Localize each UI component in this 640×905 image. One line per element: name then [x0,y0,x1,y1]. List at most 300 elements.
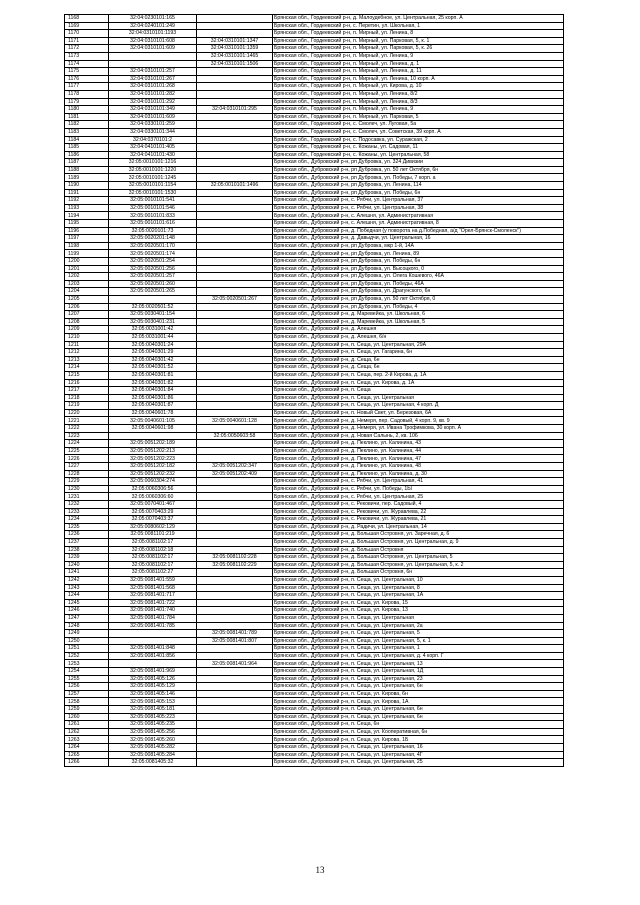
old-cadastral-number-cell [197,576,273,584]
address-cell: Брянская обл., Гордеевский р-н, п. Мирный, ул. Парковая, 5, к. 1 [273,37,564,45]
cadastral-number-cell: 32:05:0081405:32 [109,759,197,767]
table-row [65,417,564,425]
table-row [65,121,564,129]
address-cell: Брянская обл., Дубровский р-н, п. Сеща, ул. Центральная, 29А [273,341,564,349]
table-row [65,554,564,562]
address-cell: Брянская обл., Дубровский р-н, рп Дубровка, ул. 50 лет Октября, 0 [273,295,564,303]
row-number-cell: 1213 [65,356,109,364]
table-row [65,341,564,349]
row-number-cell: 1239 [65,554,109,562]
cadastral-number-cell: 32:05:0081401:785 [109,622,197,630]
cadastral-number-cell: 32:05:0070403:29 [109,508,197,516]
old-cadastral-number-cell [197,538,273,546]
address-cell: Брянская обл., Дубровский р-н, п. Сеща, ул. Центральная, 6н [273,683,564,691]
old-cadastral-number-cell [197,706,273,714]
old-cadastral-number-cell [197,728,273,736]
cadastral-number-cell: 32:05:0030401:154 [109,311,197,319]
old-cadastral-number-cell: 32:05:0051202:409 [197,470,273,478]
cadastral-number-cell: 32:05:0081401:969 [109,668,197,676]
old-cadastral-number-cell: 32:04:0310101:1347 [197,37,273,45]
cadastral-number-cell: 32:05:0010101:1530 [109,189,197,197]
row-number-cell: 1168 [65,15,109,23]
old-cadastral-number-cell [197,15,273,23]
old-cadastral-number-cell [197,622,273,630]
old-cadastral-number-cell [197,683,273,691]
row-number-cell: 1224 [65,440,109,448]
address-cell: Брянская обл., Гордеевский р-н, п. Мирный, ул. Ленина, д. 1 [273,60,564,68]
address-cell: Брянская обл., Дубровский р-н, с. Рябчи, ул. Победы, 1Ы [273,485,564,493]
row-number-cell: 1173 [65,52,109,60]
table-row [65,204,564,212]
row-number-cell: 1185 [65,144,109,152]
address-cell: Брянская обл., Дубровский р-н, п. Сеща, ул. Центральная, 6н [273,706,564,714]
old-cadastral-number-cell [197,220,273,228]
table-row [65,174,564,182]
old-cadastral-number-cell [197,235,273,243]
address-cell: Брянская обл., Дубровский р-н, п. Сеща, ул. Центральная, 10 [273,576,564,584]
address-cell: Брянская обл., Дубровский р-н, п. Сеща, ул. Центральная, 1Д [273,668,564,676]
table-row [65,379,564,387]
cadastral-number-cell [109,295,197,303]
table-row [65,30,564,38]
old-cadastral-number-cell [197,379,273,387]
row-number-cell: 1172 [65,45,109,53]
row-number-cell: 1228 [65,470,109,478]
cadastral-number-cell: 32:05:0010101:541 [109,197,197,205]
row-number-cell: 1218 [65,394,109,402]
address-cell: Брянская обл., Дубровский р-н, д. Пеклино, ул. Калинина, д. 30 [273,470,564,478]
cadastral-number-cell: 32:05:0020501:52 [109,303,197,311]
table-row [65,706,564,714]
table-row [65,106,564,114]
row-number-cell: 1198 [65,242,109,250]
address-cell: Брянская обл., Дубровский р-н, п. Сеща, ул. Центральная, 1А [273,592,564,600]
row-number-cell: 1206 [65,303,109,311]
address-cell: Брянская обл., Дубровский р-н, д. Пеклино, ул. Калинина, 44 [273,447,564,455]
old-cadastral-number-cell [197,197,273,205]
old-cadastral-number-cell [197,258,273,266]
cadastral-number-cell: 32:04:0240101:249 [109,22,197,30]
address-cell: Брянская обл., Дубровский р-н, п. Сеща, ул. Кирова, 6н [273,690,564,698]
row-number-cell: 1253 [65,660,109,668]
cadastral-number-cell: 32:05:0040301:87 [109,402,197,410]
old-cadastral-number-cell [197,364,273,372]
table-row [65,652,564,660]
address-cell: Брянская обл., Дубровский р-н, п. Сеща, ул. Кирова, 15 [273,599,564,607]
cadastral-number-cell [109,637,197,645]
row-number-cell: 1247 [65,614,109,622]
old-cadastral-number-cell [197,90,273,98]
table-row [65,728,564,736]
table-row [65,242,564,250]
table-row [65,607,564,615]
address-cell: Брянская обл., Дубровский р-н, п. Сеща, ул. Центральная, 4 корп. Д [273,402,564,410]
row-number-cell: 1225 [65,447,109,455]
table-row [65,318,564,326]
cadastral-number-cell: 32:05:0081401:568 [109,584,197,592]
address-cell: Брянская обл., Гордеевский р-н, с. Смолеч, ул. Советская, 39 корп. А [273,128,564,136]
cadastral-number-cell: 32:04:0310101:349 [109,106,197,114]
old-cadastral-number-cell [197,478,273,486]
row-number-cell: 1266 [65,759,109,767]
address-cell: Брянская обл., Дубровский р-н, п. Сеща, ул. Центральная, 4Г [273,751,564,759]
table-row [65,311,564,319]
old-cadastral-number-cell [197,645,273,653]
table-row [65,220,564,228]
address-cell: Брянская обл., Дубровский р-н, п. Сеща, пер. 2-й Кирова, д. 1А [273,371,564,379]
old-cadastral-number-cell [197,402,273,410]
cadastral-number-cell: 32:05:0020501:256 [109,265,197,273]
address-cell: Брянская обл., Гордеевский р-н, п. Мирный, ул. Ленина, 8 [273,30,564,38]
table-row [65,516,564,524]
row-number-cell: 1195 [65,220,109,228]
cadastral-number-cell: 32:04:0310101:267 [109,75,197,83]
row-number-cell: 1236 [65,531,109,539]
table-row [65,698,564,706]
row-number-cell: 1258 [65,698,109,706]
old-cadastral-number-cell [197,128,273,136]
row-number-cell: 1234 [65,516,109,524]
row-number-cell: 1232 [65,501,109,509]
row-number-cell: 1196 [65,227,109,235]
address-cell: Брянская обл., Дубровский р-н, д. Сеща, 6н [273,364,564,372]
row-number-cell: 1189 [65,174,109,182]
table-row [65,508,564,516]
table-row [65,614,564,622]
row-number-cell: 1174 [65,60,109,68]
old-cadastral-number-cell [197,508,273,516]
cadastral-number-cell: 32:05:0040301:86 [109,394,197,402]
address-cell: Брянская обл., Дубровский р-н, п. Сеща, ул. Центральная [273,614,564,622]
table-row [65,470,564,478]
row-number-cell: 1204 [65,288,109,296]
table-row [65,402,564,410]
table-row [65,432,564,440]
cadastral-number-cell: 32:05:0081102:17 [109,538,197,546]
page-number: 13 [315,865,325,875]
table-row [65,675,564,683]
old-cadastral-number-cell: 32:05:0020501:267 [197,295,273,303]
address-cell: Брянская обл., Дубровский р-н, рп Дубровка, ул. Драгунского, 6н [273,288,564,296]
old-cadastral-number-cell [197,485,273,493]
old-cadastral-number-cell [197,326,273,334]
old-cadastral-number-cell [197,303,273,311]
address-cell: Брянская обл., Дубровский р-н, рп Дубровка, ул. Олега Кошевого, 46А [273,273,564,281]
address-cell: Брянская обл., Дубровский р-н, п. Сеща, ул. Кирова, 1А [273,698,564,706]
row-number-cell: 1227 [65,463,109,471]
address-cell: Брянская обл., Гордеевский р-н, п. Мирный, ул. Ленина, 9 [273,52,564,60]
table-row [65,90,564,98]
table-row [65,60,564,68]
table-row [65,303,564,311]
old-cadastral-number-cell [197,652,273,660]
table-row [65,440,564,448]
row-number-cell: 1179 [65,98,109,106]
address-cell: Брянская обл., Дубровский р-н, рп Дубровка, ул. Ленина, 89 [273,250,564,258]
cadastral-number-cell: 32:05:0040301:81 [109,371,197,379]
row-number-cell: 1205 [65,295,109,303]
old-cadastral-number-cell [197,30,273,38]
table-row [65,288,564,296]
row-number-cell: 1184 [65,136,109,144]
table-row [65,455,564,463]
address-cell: Брянская обл., Дубровский р-н, д. Большая Островня, ул. Центральная, 5, к. 2 [273,561,564,569]
old-cadastral-number-cell [197,599,273,607]
table-row [65,197,564,205]
cadastral-number-cell: 32:05:0070403:37 [109,516,197,524]
cadastral-number-cell: 32:05:0081405:129 [109,683,197,691]
table-row [65,387,564,395]
table-row [65,68,564,76]
row-number-cell: 1250 [65,637,109,645]
row-number-cell: 1248 [65,622,109,630]
address-cell: Брянская обл., Дубровский р-н, д. Большая Островня, ул. Заречная, д. 6 [273,531,564,539]
row-number-cell: 1180 [65,106,109,114]
table-row [65,280,564,288]
row-number-cell: 1226 [65,455,109,463]
address-cell: Брянская обл., Гордеевский р-н, д. Малоудебное, ул. Центральная, 25 корп. А [273,15,564,23]
table-row [65,189,564,197]
cadastral-number-cell: 32:05:0031001:42 [109,326,197,334]
address-cell: Брянская обл., Дубровский р-н, п. Сеща, ул. Центральная, 2а [273,622,564,630]
address-cell: Брянская обл., Дубровский р-н, рп Дубровка, ул. Победы, 7 корп. а [273,174,564,182]
table-row [65,144,564,152]
old-cadastral-number-cell [197,75,273,83]
row-number-cell: 1200 [65,258,109,266]
address-cell: Брянская обл., Дубровский р-н, рп Дубровка, ул. Победы, 6н [273,189,564,197]
row-number-cell: 1211 [65,341,109,349]
cadastral-number-cell: 32:05:0081401:856 [109,652,197,660]
row-number-cell: 1238 [65,546,109,554]
row-number-cell: 1177 [65,83,109,91]
row-number-cell: 1188 [65,166,109,174]
cadastral-number-cell: 32:05:0081401:559 [109,576,197,584]
cadastral-number-cell: 32:05:0040601:105 [109,417,197,425]
old-cadastral-number-cell: 32:05:0010101:1496 [197,182,273,190]
address-cell: Брянская обл., Дубровский р-н, п. Сеща, ул. Кирова, 13 [273,607,564,615]
cadastral-number-cell: 32:05:0051202:232 [109,470,197,478]
table-row [65,478,564,486]
cadastral-number-cell: 32:04:0410101:430 [109,151,197,159]
cadastral-number-cell: 32:05:0020501:257 [109,273,197,281]
old-cadastral-number-cell [197,501,273,509]
cadastral-number-cell [109,630,197,638]
table-row [65,501,564,509]
row-number-cell: 1201 [65,265,109,273]
address-cell: Брянская обл., Дубровский р-н, п. Сеща, ул. Центральная, 6н [273,713,564,721]
row-number-cell: 1193 [65,204,109,212]
table-row [65,235,564,243]
table-row [65,569,564,577]
table-row [65,576,564,584]
row-number-cell: 1233 [65,508,109,516]
old-cadastral-number-cell [197,166,273,174]
cadastral-number-cell: 32:04:0310101:609 [109,113,197,121]
old-cadastral-number-cell [197,204,273,212]
old-cadastral-number-cell [197,584,273,592]
cadastral-number-cell: 32:05:0081405:235 [109,721,197,729]
row-number-cell: 1246 [65,607,109,615]
cadastral-number-cell: 32:05:0081405:223 [109,713,197,721]
cadastral-number-cell: 32:05:0081405:284 [109,751,197,759]
address-cell: Брянская обл., Дубровский р-н, д. Немеря, пер. Садовый, 4 корп. 9, кв. 9 [273,417,564,425]
old-cadastral-number-cell [197,333,273,341]
row-number-cell: 1255 [65,675,109,683]
address-cell: Брянская обл., Гордеевский р-н, п. Мирный, ул. Ленина, д. 11 [273,68,564,76]
address-cell: Брянская обл., Дубровский р-н, п. Сеща, ул. Центральная, 13 [273,660,564,668]
old-cadastral-number-cell: 32:05:0081401:964 [197,660,273,668]
cadastral-number-cell: 32:05:0040601:78 [109,409,197,417]
row-number-cell: 1220 [65,409,109,417]
old-cadastral-number-cell: 32:05:0081401:789 [197,630,273,638]
row-number-cell: 1169 [65,22,109,30]
row-number-cell: 1257 [65,690,109,698]
table-row [65,212,564,220]
address-cell: Брянская обл., Дубровский р-н, рп Дубровка, ул. Победы, 46А [273,280,564,288]
old-cadastral-number-cell [197,736,273,744]
old-cadastral-number-cell: 32:05:0081102:229 [197,561,273,569]
address-cell: Брянская обл., Гордеевский р-н, с. Смолеч, ул. Луговая, 5а [273,121,564,129]
table-row [65,531,564,539]
cadastral-number-cell: 32:04:0310101:257 [109,68,197,76]
row-number-cell: 1221 [65,417,109,425]
row-number-cell: 1244 [65,592,109,600]
table-row [65,561,564,569]
cadastral-number-cell: 32:05:0081401:722 [109,599,197,607]
address-cell: Брянская обл., Дубровский р-н, д. Немеря, ул. Ивана Трофимкова, 30 корп. А [273,425,564,433]
old-cadastral-number-cell [197,713,273,721]
old-cadastral-number-cell [197,447,273,455]
row-number-cell: 1241 [65,569,109,577]
row-number-cell: 1202 [65,273,109,281]
old-cadastral-number-cell [197,189,273,197]
table-row [65,409,564,417]
table-row [65,371,564,379]
old-cadastral-number-cell [197,159,273,167]
table-row [65,75,564,83]
table-row [65,265,564,273]
table-row [65,83,564,91]
table-row [65,447,564,455]
table-row [65,751,564,759]
cadastral-number-cell: 32:05:0020501:174 [109,250,197,258]
row-number-cell: 1182 [65,121,109,129]
cadastral-number-cell: 32:05:0040301:82 [109,379,197,387]
old-cadastral-number-cell: 32:05:0081102:228 [197,554,273,562]
table-row [65,622,564,630]
cadastral-number-cell: 32:05:0081401:848 [109,645,197,653]
address-cell: Брянская обл., Дубровский р-н, п. Сеща, ул. Кирова, д. 1А [273,379,564,387]
table-row [65,356,564,364]
row-number-cell: 1229 [65,478,109,486]
table-row [65,128,564,136]
table-row [65,258,564,266]
table-row [65,523,564,531]
address-cell: Брянская обл., Дубровский р-н, п. Сеща, ул. Центральная, 5, к. 1 [273,637,564,645]
table-row [65,538,564,546]
old-cadastral-number-cell [197,387,273,395]
table-row [65,690,564,698]
address-cell: Брянская обл., Дубровский р-н, п. Сеща, ул. Центральная, 5 [273,630,564,638]
address-cell: Брянская обл., Дубровский р-н, рп Дубровка, ул. Ленина, 114 [273,182,564,190]
row-number-cell: 1222 [65,425,109,433]
cadastral-number-cell [109,60,197,68]
old-cadastral-number-cell [197,273,273,281]
address-cell: Брянская обл., Дубровский р-н, п. Сеща, 6н [273,721,564,729]
address-cell: Брянская обл., Дубровский р-н, д. Маревейка, ул. Школьная, 5 [273,318,564,326]
address-cell: Брянская обл., Дубровский р-н, д. Пеклино, ул. Калинина, 43 [273,440,564,448]
old-cadastral-number-cell [197,698,273,706]
old-cadastral-number-cell: 32:05:0050603:58 [197,432,273,440]
row-number-cell: 1178 [65,90,109,98]
old-cadastral-number-cell [197,493,273,501]
old-cadastral-number-cell: 32:05:0081401:807 [197,637,273,645]
old-cadastral-number-cell [197,113,273,121]
cadastral-number-cell: 32:05:0081405:260 [109,736,197,744]
cadastral-number-cell: 32:05:0020201:148 [109,235,197,243]
address-cell: Брянская обл., Дубровский р-н, п. Новый Свет, ул. Березовая, 6А [273,409,564,417]
table-row [65,394,564,402]
address-cell: Брянская обл., Дубровский р-н, п. Сеща, ул. Центральная, 16 [273,744,564,752]
row-number-cell: 1261 [65,721,109,729]
row-number-cell: 1215 [65,371,109,379]
address-cell: Брянская обл., Гордеевский р-н, п. Мирный, ул. Ленина, 9 [273,106,564,114]
address-cell: Брянская обл., Дубровский р-н, д. Пеклино, ул. Калинина, 48 [273,463,564,471]
old-cadastral-number-cell [197,721,273,729]
table-body [65,15,564,767]
cadastral-number-cell: 32:05:0010101:1245 [109,174,197,182]
cadastral-number-cell: 32:04:0310101:282 [109,90,197,98]
table-row [65,668,564,676]
old-cadastral-number-cell [197,523,273,531]
row-number-cell: 1203 [65,280,109,288]
table-row [65,584,564,592]
cadastral-number-cell: 32:05:0051202:182 [109,463,197,471]
address-cell: Брянская обл., Дубровский р-н, рп Дубровка, ул. 50 лет Октября, 6н [273,166,564,174]
cadastral-number-cell: 32:05:0081405:126 [109,675,197,683]
row-number-cell: 1223 [65,432,109,440]
row-number-cell: 1194 [65,212,109,220]
old-cadastral-number-cell [197,592,273,600]
row-number-cell: 1259 [65,706,109,714]
cadastral-number-cell: 32:05:0051202:223 [109,455,197,463]
row-number-cell: 1186 [65,151,109,159]
old-cadastral-number-cell [197,242,273,250]
cadastral-number-cell: 32:04:0310101:609 [109,45,197,53]
cadastral-number-cell: 32:05:0080602:129 [109,523,197,531]
cadastral-number-cell: 32:05:0040301:84 [109,387,197,395]
cadastral-number-cell: 32:04:0310101:1193 [109,30,197,38]
table-row [65,98,564,106]
address-cell: Брянская обл., Дубровский р-н, д. Давыдчи, ул. Центральная, 16 [273,235,564,243]
table-row [65,15,564,23]
cadastral-number-cell: 32:05:0040301:42 [109,356,197,364]
address-cell: Брянская обл., Дубровский р-н, рп Дубровка, ул. Победы, 6н [273,258,564,266]
row-number-cell: 1251 [65,645,109,653]
cadastral-number-cell: 32:05:0060306:56 [109,485,197,493]
old-cadastral-number-cell: 32:04:0310101:1465 [197,52,273,60]
old-cadastral-number-cell [197,174,273,182]
cadastral-number-cell: 32:05:0040301:29 [109,349,197,357]
address-cell: Брянская обл., Гордеевский р-н, с. Подосавка, ул. Суражская, 2 [273,136,564,144]
address-cell: Брянская обл., Дубровский р-н, с. Рековичи, ул. Журавлева, 22 [273,508,564,516]
table-row [65,295,564,303]
table-row [65,273,564,281]
cadastral-number-cell: 32:05:0040301:52 [109,364,197,372]
old-cadastral-number-cell [197,569,273,577]
old-cadastral-number-cell: 32:04:0310101:295 [197,106,273,114]
address-cell: Брянская обл., Дубровский р-н, с. Рябчи, ул. Центральная, 41 [273,478,564,486]
